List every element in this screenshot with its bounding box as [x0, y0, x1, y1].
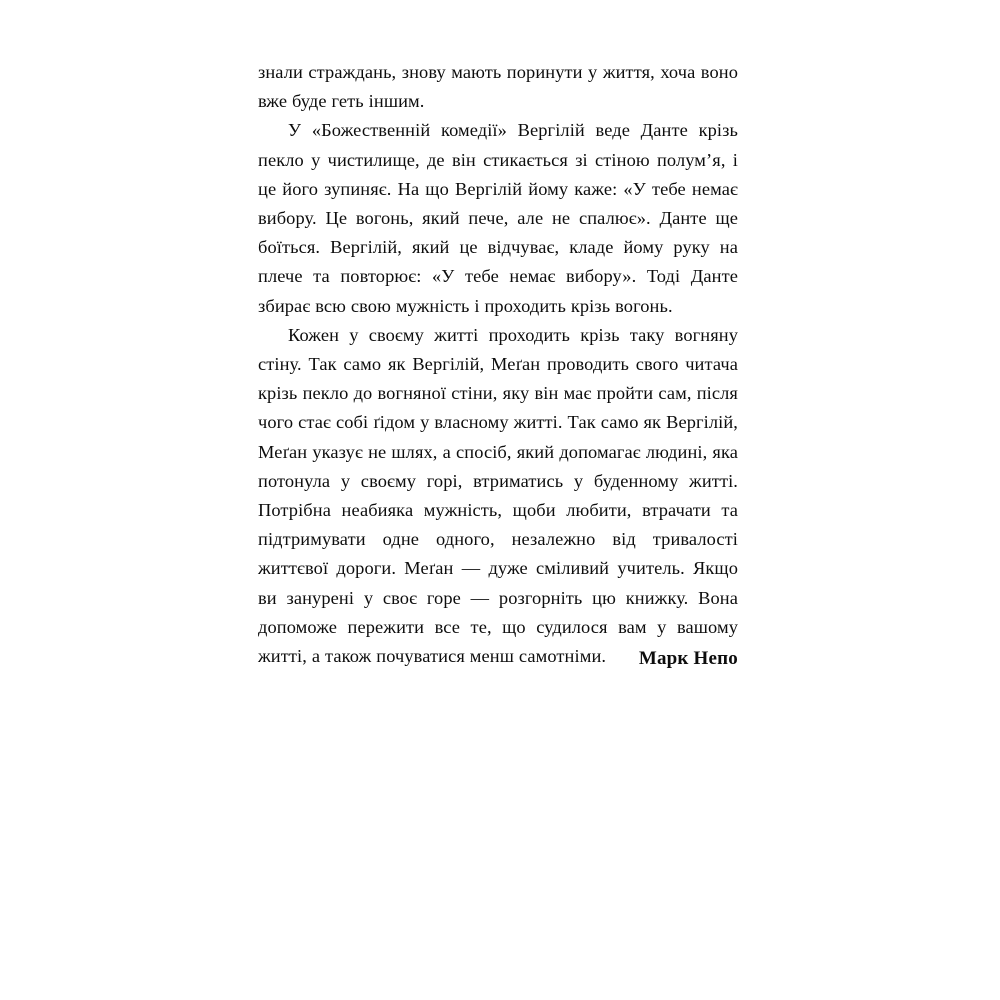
paragraph-1: знали страждань, знову мають поринути у життя, хоча воно вже буде геть іншим.	[258, 62, 738, 112]
paragraph-2: У «Божественній комедії» Вергілій веде Данте крізь пекло у чистилище, де він стикається зі стіною полум’я, і це його зупиняє. На що Вергілій йому каже: «У тебе немає вибору. Це вогонь, який пече, але не спалює». Данте ще боїться. Вергілій, який це відчуває, кладе йому руку на плече та повторює: «У тебе немає вибору». Тоді Данте збирає всю свою мужність і проходить крізь вогонь.	[258, 120, 738, 316]
paragraph-3: Кожен у своєму житті проходить крізь таку вогняну стіну. Так само як Вергілій, Меґан проводить свого читача крізь пекло до вогняної стіни, яку він має пройти сам, після чого стає собі ґідом у власному житті. Так само як Вергілій, Меґан указує не шлях, а спосіб, який допомагає людині, яка потонула у своєму горі, втриматись у буденному житті. Потрібна неабияка мужність, щоби любити, втрачати та підтримувати одне одного, незалежно від тривалості життєвої дороги. Меґан — дуже сміливий учитель. Якщо ви занурені у своє горе — розгорніть цю книжку. Вона допоможе пережити все те, що судилося вам у вашому житті, а також почуватися менш самотніми.	[258, 324, 738, 667]
author-signature: Марк Непо	[638, 648, 738, 669]
body-text-column	[258, 58, 738, 671]
